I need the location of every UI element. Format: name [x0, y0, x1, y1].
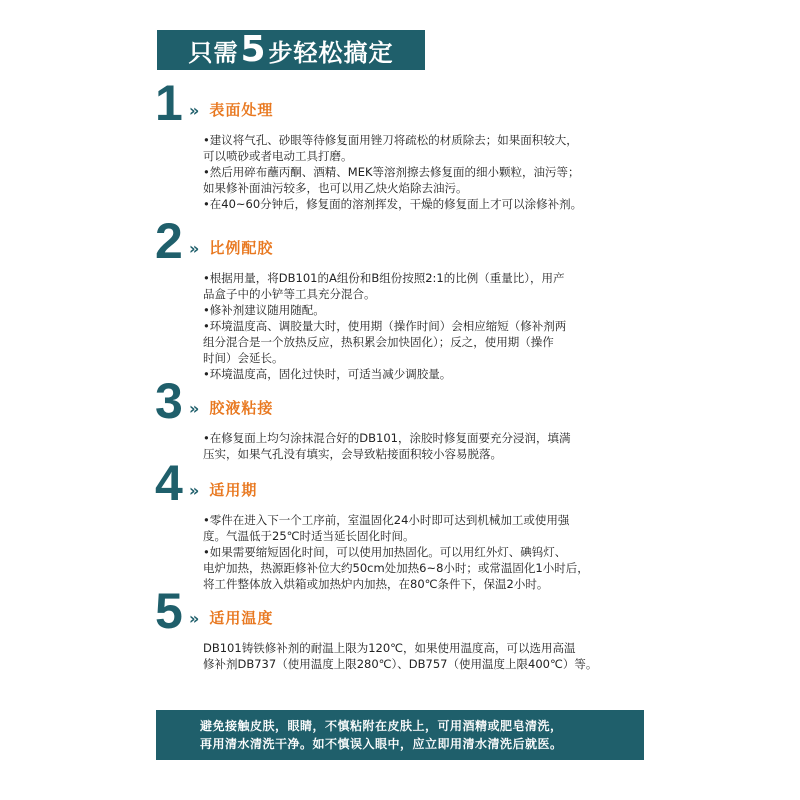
- step-number: 2: [155, 213, 183, 269]
- warning-line: 再用清水清洗干净。如不慎误入眼中，应立即用清水清洗后就医。: [200, 737, 563, 751]
- step-title: 胶液粘接: [209, 399, 274, 417]
- step-title: 表面处理: [209, 101, 274, 119]
- double-chevron-icon: »: [189, 609, 200, 628]
- step-title: 适用温度: [209, 609, 274, 627]
- step-title: 适用期: [209, 481, 258, 499]
- step-line: •零件在进入下一个工序前，室温固化24小时即可达到机械加工或使用强: [203, 513, 570, 527]
- step-number: 1: [155, 75, 183, 131]
- step-line: •如果需要缩短固化时间，可以使用加热固化。可以用红外灯、碘钨灯、: [203, 545, 567, 559]
- step-2: [155, 213, 675, 382]
- safety-warning-banner: [156, 710, 644, 760]
- warning-line: 避免接触皮肤，眼睛，不慎粘附在皮肤上，可用酒精或肥皂清洗，: [200, 719, 563, 733]
- step-1: [155, 75, 675, 212]
- step-line: •修补剂建议随用随配。: [203, 303, 325, 317]
- header-step-count: 5: [240, 29, 267, 70]
- step-body: [203, 270, 675, 382]
- step-line: •建议将气孔、砂眼等待修复面用锉刀将疏松的材质除去；如果面积较大，: [203, 133, 578, 147]
- double-chevron-icon: »: [189, 481, 200, 500]
- header-text-after: 步轻松搞定: [268, 38, 394, 67]
- step-number: 5: [155, 583, 183, 639]
- double-chevron-icon: »: [189, 101, 200, 120]
- step-line: 将工件整体放入烘箱或加热炉内加热，在80℃条件下，保温2小时。: [203, 577, 549, 591]
- step-line: 修补剂DB737（使用温度上限280℃）、DB757（使用温度上限400℃）等。: [203, 657, 598, 671]
- step-line: 度。气温低于25℃时适当延长固化时间。: [203, 529, 415, 543]
- step-line: 可以喷砂或者电动工具打磨。: [203, 149, 353, 163]
- double-chevron-icon: »: [189, 399, 200, 418]
- step-title: 比例配胶: [209, 239, 274, 257]
- double-chevron-icon: »: [189, 239, 200, 258]
- step-line: •然后用碎布蘸丙酮、酒精、MEK等溶剂擦去修复面的细小颗粒，油污等；: [203, 165, 580, 179]
- step-line: 时间）会延长。: [203, 351, 284, 365]
- step-line: 压实，如果气孔没有填实，会导致粘接面积较小容易脱落。: [203, 447, 502, 461]
- header-text-before: 只需: [188, 38, 239, 67]
- step-body: [203, 132, 675, 212]
- step-line: DB101铸铁修补剂的耐温上限为120℃，如果使用温度高，可以选用高温: [203, 641, 576, 655]
- step-line: •在40~60分钟后，修复面的溶剂挥发，干燥的修复面上才可以涂修补剂。: [203, 197, 583, 211]
- step-line: 品盒子中的小铲等工具充分混合。: [203, 287, 376, 301]
- step-body: [203, 430, 675, 462]
- step-line: 如果修补面油污较多，也可以用乙炔火焰除去油污。: [203, 181, 468, 195]
- step-line: •在修复面上均匀涂抹混合好的DB101，涂胶时修复面要充分浸润，填满: [203, 431, 571, 445]
- step-4: [155, 455, 675, 592]
- step-body: [203, 640, 675, 672]
- step-line: 电炉加热，热源距修补位大约50cm处加热6~8小时；或常温固化1小时后，: [203, 561, 589, 575]
- step-line: 组分混合是一个放热反应，热积累会加快固化）；反之，使用期（操作: [203, 335, 554, 349]
- step-line: •环境温度高，固化过快时，可适当减少调胶量。: [203, 367, 452, 381]
- step-number: 4: [155, 455, 183, 511]
- step-body: [203, 512, 675, 592]
- step-number: 3: [155, 373, 183, 429]
- page-header-banner: [157, 30, 425, 70]
- step-line: •环境温度高、调胶量大时，使用期（操作时间）会相应缩短（修补剂两: [203, 319, 567, 333]
- step-line: •根据用量，将DB101的A组份和B组份按照2:1的比例（重量比），用产: [203, 271, 565, 285]
